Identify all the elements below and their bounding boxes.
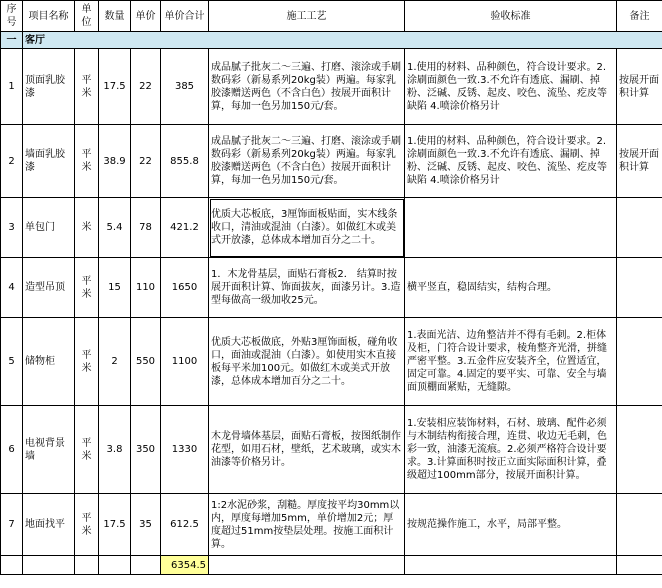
row-no: 6 xyxy=(1,406,23,494)
row-name: 单包门 xyxy=(23,198,75,258)
row-unit: 平米 xyxy=(75,258,99,318)
empty-cell xyxy=(99,556,131,575)
row-subtotal: 421.2 xyxy=(161,198,209,258)
row-note xyxy=(617,198,662,258)
row-note xyxy=(617,494,662,556)
row-process: 1:2水泥砂浆，刮糙。厚度按平均30mm以内，厚度每增加5mm，单价增加2元；厚度超过51mm按垫层处理。按施工面积计算。 xyxy=(209,494,405,556)
row-standard xyxy=(405,198,617,258)
row-qty: 38.9 xyxy=(99,125,131,198)
header-no: 序号 xyxy=(1,1,23,32)
table-row xyxy=(1,49,662,125)
row-process: 成品腻子批灰二～三遍、打磨、滚涂或手刷数码彩（新易系列20kg装）两遍。每家乳胶漆赠送两色（不含白色）按展开面积计算，每加一色另加150元/套。 xyxy=(209,49,405,125)
header-name: 项目名称 xyxy=(23,1,75,32)
row-process: 优质大芯板做底，外贴3厘饰面板，碰角收口，面油或混油（白漆）。如使用实木直接板每平米加100元。如做红木或美式开放漆，总体成本增加百分之二十。 xyxy=(209,318,405,406)
empty-cell xyxy=(131,556,161,575)
row-standard: 横平竖直，稳固结实，结构合理。 xyxy=(405,258,617,318)
header-standard: 验收标准 xyxy=(405,1,617,32)
row-standard: 1.表面光洁、边角整洁并不得有毛刺。2.柜体及柜，门符合设计要求，棱角整齐光滑，拼缝严密平整。3.五金件应安装齐全，位置适宜，固定可靠。4.固定的要平实、可靠、安全与墙面顶棚面紧贴，无缝隙。 xyxy=(405,318,617,406)
row-no: 7 xyxy=(1,494,23,556)
row-qty: 17.5 xyxy=(99,494,131,556)
row-no: 1 xyxy=(1,49,23,125)
row-unit: 平米 xyxy=(75,49,99,125)
header-note: 备注 xyxy=(617,1,662,32)
row-price: 350 xyxy=(131,406,161,494)
row-note xyxy=(617,258,662,318)
table-row xyxy=(1,198,662,258)
row-standard: 1.使用的材料、品种颜色，符合设计要求。2.涂刷面颜色一致.3.不允许有透底、漏刷、掉粉、泛碱、反锈、起皮、咬色、流坠、疙皮等缺陷 4.喷涂价格另计 xyxy=(405,49,617,125)
row-unit: 平米 xyxy=(75,406,99,494)
table-row xyxy=(1,258,662,318)
row-qty: 2 xyxy=(99,318,131,406)
row-price: 78 xyxy=(131,198,161,258)
row-unit: 平米 xyxy=(75,125,99,198)
row-no: 3 xyxy=(1,198,23,258)
row-qty: 5.4 xyxy=(99,198,131,258)
row-note xyxy=(617,406,662,494)
section-row xyxy=(1,32,662,49)
row-name: 地面找平 xyxy=(23,494,75,556)
header-process: 施工工艺 xyxy=(209,1,405,32)
row-note: 按展开面积计算 xyxy=(617,125,662,198)
header-price: 单价 xyxy=(131,1,161,32)
row-subtotal: 612.5 xyxy=(161,494,209,556)
empty-cell xyxy=(1,556,23,575)
row-price: 35 xyxy=(131,494,161,556)
row-price: 110 xyxy=(131,258,161,318)
row-standard: 按规范操作施工，水平，局部平整。 xyxy=(405,494,617,556)
row-price: 22 xyxy=(131,125,161,198)
section-index: 一 xyxy=(1,32,23,49)
header-subtotal: 单价合计 xyxy=(161,1,209,32)
row-subtotal: 1100 xyxy=(161,318,209,406)
row-price: 22 xyxy=(131,49,161,125)
empty-cell xyxy=(617,556,662,575)
empty-cell xyxy=(405,556,617,575)
grand-total: 6354.5 xyxy=(161,556,209,575)
row-no: 2 xyxy=(1,125,23,198)
row-no: 4 xyxy=(1,258,23,318)
row-standard: 1.使用的材料、品种颜色，符合设计要求。2.涂刷面颜色一致.3.不允许有透底、漏刷、掉粉、泛碱、反锈、起皮、咬色、流坠、疙皮等缺陷 4.喷涂价格另计 xyxy=(405,125,617,198)
row-standard: 1.安装相应装饰材料，石材、玻璃、配件必须与木制结构衔接合理，连贯、收边无毛刺，色彩一致，油漆无流痕。2.必须严格符合设计要求。3.计算面积时按正立面实际面积计算，叠级超过100mm部分，按展开面积计算。 xyxy=(405,406,617,494)
row-unit: 平米 xyxy=(75,318,99,406)
header-unit: 单位 xyxy=(75,1,99,32)
row-qty: 3.8 xyxy=(99,406,131,494)
row-unit: 米 xyxy=(75,198,99,258)
row-process: 木龙骨墙体基层，面贴石膏板，按图纸制作花型，如用石材，壁纸，艺术玻璃，或实木油漆等价格另计。 xyxy=(209,406,405,494)
row-price: 550 xyxy=(131,318,161,406)
row-name: 顶面乳胶漆 xyxy=(23,49,75,125)
row-subtotal: 1330 xyxy=(161,406,209,494)
empty-cell xyxy=(23,556,75,575)
row-process: 成品腻子批灰二～三遍、打磨、滚涂或手刷数码彩（新易系列20kg装）两遍。每家乳胶漆赠送两色（不含白色）按展开面积计算，每加一色另加150元/套。 xyxy=(209,125,405,198)
header-qty: 数量 xyxy=(99,1,131,32)
row-note xyxy=(617,318,662,406)
table-row xyxy=(1,318,662,406)
empty-cell xyxy=(75,556,99,575)
row-qty: 17.5 xyxy=(99,49,131,125)
row-name: 墙面乳胶漆 xyxy=(23,125,75,198)
row-unit: 平米 xyxy=(75,494,99,556)
row-subtotal: 855.8 xyxy=(161,125,209,198)
total-row xyxy=(1,556,662,575)
table-row xyxy=(1,494,662,556)
empty-cell xyxy=(209,556,405,575)
row-subtotal: 385 xyxy=(161,49,209,125)
row-note: 按展开面积计算 xyxy=(617,49,662,125)
row-process: 优质大芯板底，3厘饰面板贴面，实木线条收口，清油或混油（白漆）。如做红木或美式开放漆，总体成本增加百分之二十。 xyxy=(209,198,405,258)
header-row xyxy=(1,1,662,32)
table-row xyxy=(1,125,662,198)
section-title: 客厅 xyxy=(23,32,662,49)
row-qty: 15 xyxy=(99,258,131,318)
row-name: 储物柜 xyxy=(23,318,75,406)
row-name: 电视背景墙 xyxy=(23,406,75,494)
row-name: 造型吊顶 xyxy=(23,258,75,318)
row-no: 5 xyxy=(1,318,23,406)
row-subtotal: 1650 xyxy=(161,258,209,318)
row-process: 1．木龙骨基层，面贴石膏板2． 结算时按展开面积计算、饰面拔灰，面漆另计。3.造型每做高一级加收25元。 xyxy=(209,258,405,318)
table-row xyxy=(1,406,662,494)
